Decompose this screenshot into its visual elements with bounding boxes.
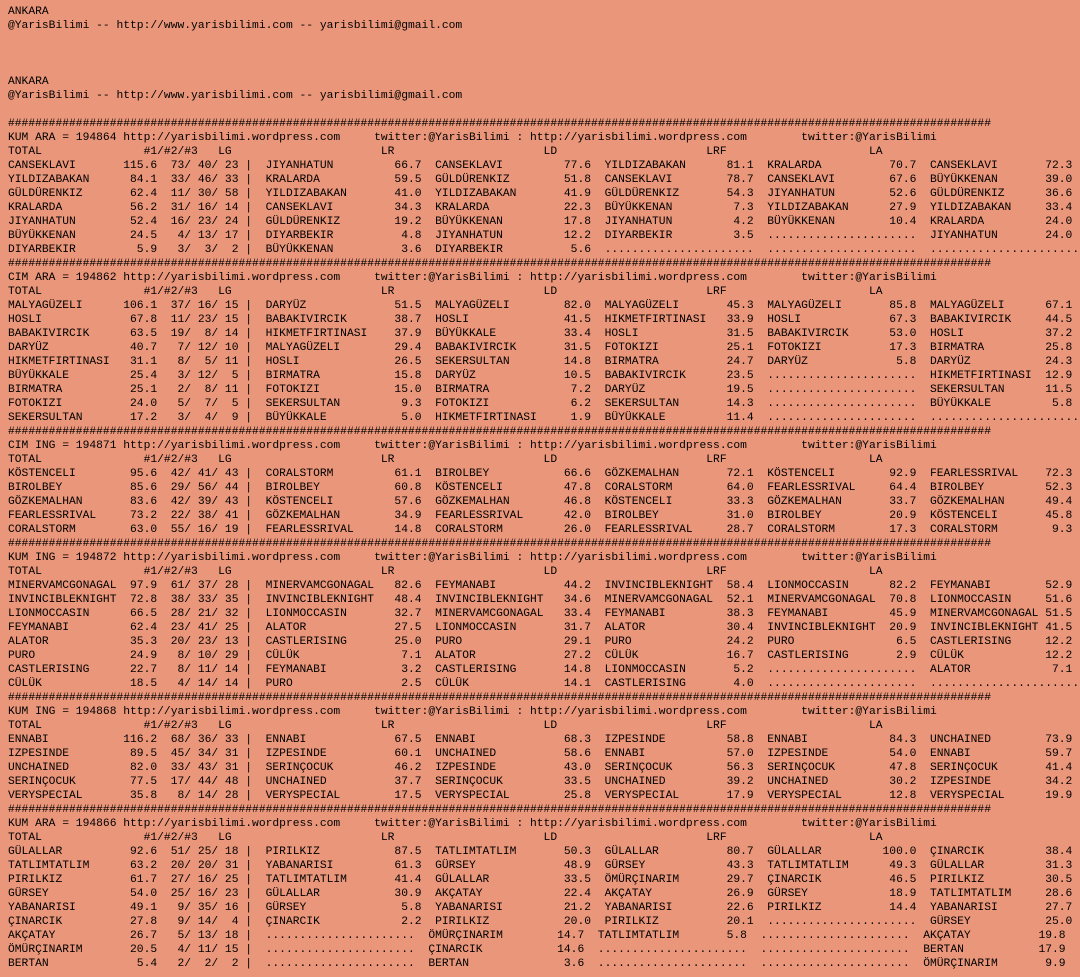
- horse-row: SEKERSULTAN 17.2 3/ 4/ 9 | BÜYÜKKALE 5.0 HIKMETFIRTINASI 1.9 BÜYÜKKALE 11.4 ...................... ......................: [8, 412, 1080, 424]
- horse-row: FOTOKIZI 24.0 5/ 7/ 5 | SEKERSULTAN 9.3 FOTOKIZI 6.2 SEKERSULTAN 14.3 ...................... BÜYÜKKALE 5.8: [8, 398, 1073, 410]
- horse-row: DARYÜZ 40.7 7/ 12/ 10 | MALYAGÜZELI 29.4 BABAKIVIRCIK 31.5 FOTOKIZI 25.1 FOTOKIZI 17.3 BIRMATRA 25.8: [8, 342, 1073, 354]
- blank-line: [8, 33, 1080, 47]
- horse-row: ÇINARCIK 27.8 9/ 14/ 4 | ÇINARCIK 2.2 PIRILKIZ 20.0 PIRILKIZ 20.1 ...................... GÜRSEY 25.0: [8, 916, 1073, 928]
- horse-row: INVINCIBLEKNIGHT 72.8 38/ 33/ 35 | INVINCIBLEKNIGHT 48.4 INVINCIBLEKNIGHT 34.6 MINERVAMCGONAGAL 52.1 MINERVAMCGONAGAL 70.8 LIONMOCCASIN 51.6: [8, 594, 1073, 606]
- horse-row: UNCHAINED 82.0 33/ 43/ 31 | SERINÇOCUK 46.2 IZPESINDE 43.0 SERINÇOCUK 56.3 SERINÇOCUK 47.8 SERINÇOCUK 41.4: [8, 762, 1073, 774]
- race-header-line: KUM ING = 194872 http://yarisbilimi.wordpress.com twitter:@YarisBilimi : http://yarisbilimi.wordpress.com twitter:@YarisBilimi: [8, 552, 937, 564]
- horse-row: AKÇATAY 26.7 5/ 13/ 18 | ...................... ÖMÜRÇINARIM 14.7 TATLIMTATLIM 5.8 ...................... AKÇATAY 19.8: [8, 930, 1066, 942]
- horse-row: CORALSTORM 63.0 55/ 16/ 19 | FEARLESSRIVAL 14.8 CORALSTORM 26.0 FEARLESSRIVAL 28.7 CORALSTORM 17.3 CORALSTORM 9.3: [8, 524, 1073, 536]
- horse-row: BÜYÜKKENAN 24.5 4/ 13/ 17 | DIYARBEKIR 4.8 JIYANHATUN 12.2 DIYARBEKIR 3.5 ...................... JIYANHATUN 24.0: [8, 230, 1073, 242]
- horse-row: BIROLBEY 85.6 29/ 56/ 44 | BIROLBEY 60.8 KÖSTENCELI 47.8 CORALSTORM 64.0 FEARLESSRIVAL 64.4 BIROLBEY 52.3: [8, 482, 1073, 494]
- city-title: ANKARA: [8, 6, 49, 18]
- separator-line: #################################################################################################################################################: [8, 258, 991, 270]
- horse-row: PIRILKIZ 61.7 27/ 16/ 25 | TATLIMTATLIM 41.4 GÜLALLAR 33.5 ÖMÜRÇINARIM 29.7 ÇINARCIK 46.5 PIRILKIZ 30.5: [8, 874, 1073, 886]
- horse-row: HIKMETFIRTINASI 31.1 8/ 5/ 11 | HOSLI 26.5 SEKERSULTAN 14.8 BIRMATRA 24.7 DARYÜZ 5.8 DARYÜZ 24.3: [8, 356, 1073, 368]
- race-header-line: CIM ARA = 194862 http://yarisbilimi.wordpress.com twitter:@YarisBilimi : http://yarisbilimi.wordpress.com twitter:@YarisBilimi: [8, 272, 937, 284]
- race-header-line: KUM ARA = 194866 http://yarisbilimi.wordpress.com twitter:@YarisBilimi : http://yarisbilimi.wordpress.com twitter:@YarisBilimi: [8, 818, 937, 830]
- race-header-line: KUM ING = 194868 http://yarisbilimi.wordpress.com twitter:@YarisBilimi : http://yarisbilimi.wordpress.com twitter:@YarisBilimi: [8, 706, 937, 718]
- horse-row: HOSLI 67.8 11/ 23/ 15 | BABAKIVIRCIK 38.7 HOSLI 41.5 HIKMETFIRTINASI 33.9 HOSLI 67.3 BABAKIVIRCIK 44.5: [8, 314, 1073, 326]
- horse-row: GÜLDÜRENKIZ 62.4 11/ 30/ 58 | YILDIZABAKAN 41.0 YILDIZABAKAN 41.9 GÜLDÜRENKIZ 54.3 JIYANHATUN 52.6 GÜLDÜRENKIZ 36.6: [8, 188, 1073, 200]
- horse-row: FEYMANABI 62.4 23/ 41/ 25 | ALATOR 27.5 LIONMOCCASIN 31.7 ALATOR 30.4 INVINCIBLEKNIGHT 20.9 INVINCIBLEKNIGHT 41.5: [8, 622, 1073, 634]
- separator-line: #################################################################################################################################################: [8, 426, 991, 438]
- horse-row: GÜRSEY 54.0 25/ 16/ 23 | GÜLALLAR 30.9 AKÇATAY 22.4 AKÇATAY 26.9 GÜRSEY 18.9 TATLIMTATLIM 28.6: [8, 888, 1073, 900]
- horse-row: KRALARDA 56.2 31/ 16/ 14 | CANSEKLAVI 34.3 KRALARDA 22.3 BÜYÜKKENAN 7.3 YILDIZABAKAN 27.9 YILDIZABAKAN 33.4: [8, 202, 1073, 214]
- race-header-line: CIM ING = 194871 http://yarisbilimi.wordpress.com twitter:@YarisBilimi : http://yarisbilimi.wordpress.com twitter:@YarisBilimi: [8, 440, 937, 452]
- horse-row: GÜLALLAR 92.6 51/ 25/ 18 | PIRILKIZ 87.5 TATLIMTATLIM 50.3 GÜLALLAR 80.7 GÜLALLAR 100.0 ÇINARCIK 38.4: [8, 846, 1073, 858]
- horse-row: BABAKIVIRCIK 63.5 19/ 8/ 14 | HIKMETFIRTINASI 37.9 BÜYÜKKALE 33.4 HOSLI 31.5 BABAKIVIRCIK 53.0 HOSLI 37.2: [8, 328, 1073, 340]
- city-title: ANKARA: [8, 76, 49, 88]
- horse-row: KÖSTENCELI 95.6 42/ 41/ 43 | CORALSTORM 61.1 BIROLBEY 66.6 GÖZKEMALHAN 72.1 KÖSTENCELI 92.9 FEARLESSRIVAL 72.3: [8, 468, 1073, 480]
- horse-row: ALATOR 35.3 20/ 23/ 13 | CASTLERISING 25.0 PURO 29.1 PURO 24.2 PURO 6.5 CASTLERISING 12.2: [8, 636, 1073, 648]
- horse-row: TATLIMTATLIM 63.2 20/ 20/ 31 | YABANARISI 61.3 GÜRSEY 48.9 GÜRSEY 43.3 TATLIMTATLIM 49.3 GÜLALLAR 31.3: [8, 860, 1073, 872]
- horse-row: CANSEKLAVI 115.6 73/ 40/ 23 | JIYANHATUN 66.7 CANSEKLAVI 77.6 YILDIZABAKAN 81.1 KRALARDA 70.7 CANSEKLAVI 72.3: [8, 160, 1073, 172]
- column-header-line: TOTAL #1/#2/#3 LG LR LD LRF LA: [8, 286, 883, 298]
- blank-line: [8, 47, 1080, 61]
- horse-row: BERTAN 5.4 2/ 2/ 2 | ...................... BERTAN 3.6 ...................... ...................... ÖMÜRÇINARIM 9.9: [8, 958, 1066, 970]
- horse-row: GÖZKEMALHAN 83.6 42/ 39/ 43 | KÖSTENCELI 57.6 GÖZKEMALHAN 46.8 KÖSTENCELI 33.3 GÖZKEMALHAN 33.7 GÖZKEMALHAN 49.4: [8, 496, 1073, 508]
- column-header-line: TOTAL #1/#2/#3 LG LR LD LRF LA: [8, 454, 883, 466]
- horse-row: MALYAGÜZELI 106.1 37/ 16/ 15 | DARYÜZ 51.5 MALYAGÜZELI 82.0 MALYAGÜZELI 45.3 MALYAGÜZELI 85.8 MALYAGÜZELI 67.1: [8, 300, 1073, 312]
- separator-line: #################################################################################################################################################: [8, 538, 991, 550]
- separator-line: #################################################################################################################################################: [8, 118, 991, 130]
- horse-row: BÜYÜKKALE 25.4 3/ 12/ 5 | BIRMATRA 15.8 DARYÜZ 10.5 BABAKIVIRCIK 23.5 ...................... HIKMETFIRTINASI 12.9: [8, 370, 1073, 382]
- blank-line: [8, 103, 1080, 117]
- horse-row: VERYSPECIAL 35.8 8/ 14/ 28 | VERYSPECIAL 17.5 VERYSPECIAL 25.8 VERYSPECIAL 17.9 VERYSPECIAL 12.8 VERYSPECIAL 19.9: [8, 790, 1073, 802]
- horse-row: DIYARBEKIR 5.9 3/ 3/ 2 | BÜYÜKKENAN 3.6 DIYARBEKIR 5.6 ...................... ...................... ......................: [8, 244, 1080, 256]
- horse-row: ENNABI 116.2 68/ 36/ 33 | ENNABI 67.5 ENNABI 68.3 IZPESINDE 58.8 ENNABI 84.3 UNCHAINED 73.9: [8, 734, 1073, 746]
- horse-row: PURO 24.9 8/ 10/ 29 | CÜLÜK 7.1 ALATOR 27.2 CÜLÜK 16.7 CASTLERISING 2.9 CÜLÜK 12.2: [8, 650, 1073, 662]
- horse-row: FEARLESSRIVAL 73.2 22/ 38/ 41 | GÖZKEMALHAN 34.9 FEARLESSRIVAL 42.0 BIROLBEY 31.0 BIROLBEY 20.9 KÖSTENCELI 45.8: [8, 510, 1073, 522]
- separator-line: #################################################################################################################################################: [8, 692, 991, 704]
- horse-row: ÖMÜRÇINARIM 20.5 4/ 11/ 15 | ...................... ÇINARCIK 14.6 ...................... ...................... BERTAN 17.9: [8, 944, 1066, 956]
- race-header-line: KUM ARA = 194864 http://yarisbilimi.wordpress.com twitter:@YarisBilimi : http://yarisbilimi.wordpress.com twitter:@YarisBilimi: [8, 132, 937, 144]
- horse-row: YABANARISI 49.1 9/ 35/ 16 | GÜRSEY 5.8 YABANARISI 21.2 YABANARISI 22.6 PIRILKIZ 14.4 YABANARISI 27.7: [8, 902, 1073, 914]
- race-report-text: [8, 5, 1080, 971]
- horse-row: CASTLERISING 22.7 8/ 11/ 14 | FEYMANABI 3.2 CASTLERISING 14.8 LIONMOCCASIN 5.2 ...................... ALATOR 7.1: [8, 664, 1073, 676]
- column-header-line: TOTAL #1/#2/#3 LG LR LD LRF LA: [8, 146, 883, 158]
- horse-row: BIRMATRA 25.1 2/ 8/ 11 | FOTOKIZI 15.0 BIRMATRA 7.2 DARYÜZ 19.5 ...................... SEKERSULTAN 11.5: [8, 384, 1073, 396]
- column-header-line: TOTAL #1/#2/#3 LG LR LD LRF LA: [8, 566, 883, 578]
- horse-row: JIYANHATUN 52.4 16/ 23/ 24 | GÜLDÜRENKIZ 19.2 BÜYÜKKENAN 17.8 JIYANHATUN 4.2 BÜYÜKKENAN 10.4 KRALARDA 24.0: [8, 216, 1073, 228]
- horse-row: SERINÇOCUK 77.5 17/ 44/ 48 | UNCHAINED 37.7 SERINÇOCUK 33.5 UNCHAINED 39.2 UNCHAINED 30.2 IZPESINDE 34.2: [8, 776, 1073, 788]
- blank-line: [8, 61, 1080, 75]
- horse-row: YILDIZABAKAN 84.1 33/ 46/ 33 | KRALARDA 59.5 GÜLDÜRENKIZ 51.8 CANSEKLAVI 78.7 CANSEKLAVI 67.6 BÜYÜKKENAN 39.0: [8, 174, 1073, 186]
- separator-line: #################################################################################################################################################: [8, 804, 991, 816]
- horse-row: IZPESINDE 89.5 45/ 34/ 31 | IZPESINDE 60.1 UNCHAINED 58.6 ENNABI 57.0 IZPESINDE 54.0 ENNABI 59.7: [8, 748, 1073, 760]
- contact-line: @YarisBilimi -- http://www.yarisbilimi.com -- yarisbilimi@gmail.com: [8, 90, 463, 102]
- horse-row: CÜLÜK 18.5 4/ 14/ 14 | PURO 2.5 CÜLÜK 14.1 CASTLERISING 4.0 ...................... ......................: [8, 678, 1080, 690]
- column-header-line: TOTAL #1/#2/#3 LG LR LD LRF LA: [8, 832, 883, 844]
- horse-row: MINERVAMCGONAGAL 97.9 61/ 37/ 28 | MINERVAMCGONAGAL 82.6 FEYMANABI 44.2 INVINCIBLEKNIGHT 58.4 LIONMOCCASIN 82.2 FEYMANABI 52.9: [8, 580, 1073, 592]
- column-header-line: TOTAL #1/#2/#3 LG LR LD LRF LA: [8, 720, 883, 732]
- horse-row: LIONMOCCASIN 66.5 28/ 21/ 32 | LIONMOCCASIN 32.7 MINERVAMCGONAGAL 33.4 FEYMANABI 38.3 FEYMANABI 45.9 MINERVAMCGONAGAL 51.5: [8, 608, 1073, 620]
- contact-line: @YarisBilimi -- http://www.yarisbilimi.com -- yarisbilimi@gmail.com: [8, 20, 463, 32]
